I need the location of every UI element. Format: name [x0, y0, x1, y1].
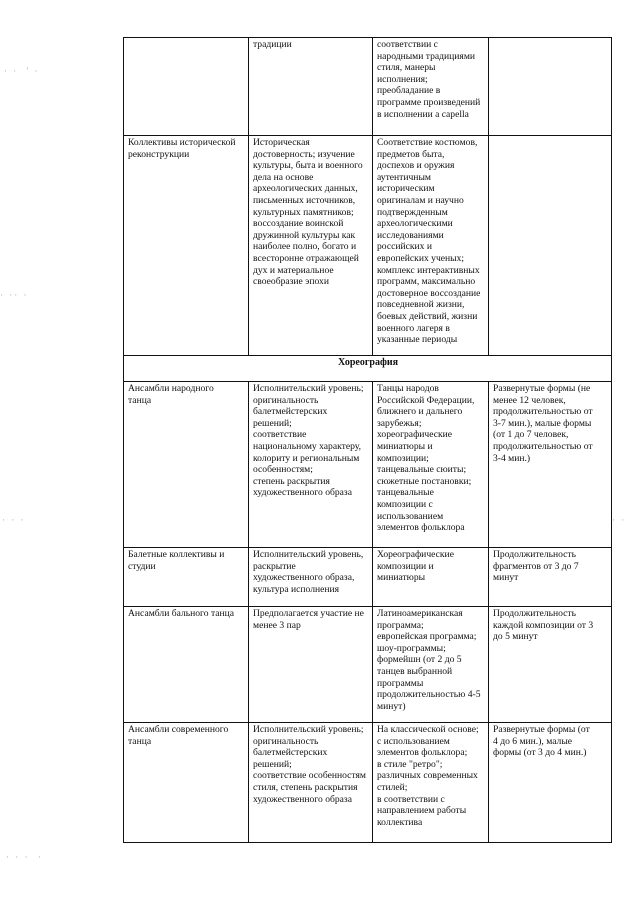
cell-text-line: решений;	[253, 758, 292, 770]
scan-noise: · · ' ·	[4, 66, 40, 76]
cell-text-line: с использованием	[377, 735, 450, 747]
cell-text-line: воссоздание воинской	[253, 218, 344, 230]
cell-text-line: композиции и	[377, 560, 434, 572]
cell-text-line: европейских ученых;	[377, 252, 465, 264]
cell-text-line: Исполнительский уровень;	[253, 724, 364, 735]
cell-text-line: минут)	[377, 700, 406, 712]
criteria-table	[123, 37, 612, 843]
cell-text-line: до 5 минут	[493, 631, 538, 643]
cell-text-line: использованием	[377, 510, 444, 522]
cell-text-line: минут	[493, 572, 519, 584]
table-row	[124, 136, 612, 356]
cell-text-line: преобладание в	[377, 85, 441, 97]
cell-text-line: танца	[128, 394, 152, 406]
cell-text-line: Исполнительский уровень,	[253, 549, 364, 560]
cell-text-line: реконструкции	[128, 148, 190, 160]
cell-text-line: Ансамбли бального танца	[128, 608, 235, 619]
cell-text-line: письменных источников,	[253, 194, 356, 206]
cell-text-line: композиции;	[377, 452, 429, 464]
cell-text-line: Развернутые формы (не	[493, 383, 591, 394]
repertoire-cell	[373, 607, 489, 723]
cell-text-line: колориту и региональным	[253, 452, 360, 464]
section-header-row	[124, 356, 612, 382]
cell-text-line: различных современных	[377, 770, 478, 782]
cell-text-line: Танцы народов	[377, 383, 439, 394]
cell-text-line: Ансамбли народного	[128, 383, 214, 394]
cell-text-line: историческим	[377, 183, 435, 195]
category-cell	[124, 548, 249, 607]
cell-text-line: особенностям;	[253, 464, 313, 476]
cell-text-line: Ансамбли современного	[128, 724, 229, 735]
cell-text-line: достоверность; изучение	[253, 148, 355, 160]
cell-text-line: национальному характеру,	[253, 440, 361, 452]
cell-text-line: Продолжительность	[493, 549, 576, 560]
cell-text-line: культурных памятников;	[253, 206, 354, 218]
cell-text-line: Продолжительность	[493, 608, 576, 619]
cell-text-line: достоверное воссоздание	[377, 287, 481, 299]
cell-text-line: 3-7 мин.), малые формы	[493, 417, 592, 429]
cell-text-line: российских и	[377, 241, 433, 253]
cell-text-line: соответствие особенностям	[253, 770, 366, 782]
cell-text-line: исполнения;	[377, 73, 428, 85]
cell-text-line: танцев выбранной	[377, 665, 453, 677]
repertoire-cell	[373, 38, 489, 136]
cell-text-line: Коллективы исторической	[128, 137, 236, 148]
cell-text-line: степень раскрытия	[253, 475, 330, 487]
cell-text-line: танца	[128, 735, 152, 747]
scan-noise: · · · ·	[6, 852, 43, 862]
cell-text-line: европейская программа;	[377, 631, 477, 643]
cell-text-line: направлением работы	[377, 805, 467, 817]
cell-text-line: всесторонне отражающей	[253, 252, 359, 264]
table-row	[124, 548, 612, 607]
criteria-cell	[249, 38, 373, 136]
cell-text-line: повседневной жизни,	[377, 299, 465, 311]
cell-text-line: оригинальность	[253, 735, 319, 747]
cell-text-line: композиции с	[377, 498, 433, 510]
category-cell	[124, 38, 249, 136]
criteria-cell	[249, 548, 373, 607]
cell-text-line: программа;	[377, 619, 424, 631]
cell-text-line: в соответствии с	[377, 793, 445, 805]
cell-text-line: программе произведений	[377, 96, 481, 108]
cell-text-line: элементов фольклора	[377, 522, 465, 534]
format-cell	[489, 136, 612, 356]
cell-text-line: решений;	[253, 417, 292, 429]
cell-text-line: танцевальные	[377, 487, 434, 499]
cell-text-line: комплекс интерактивных	[377, 264, 480, 276]
cell-text-line: каждой композиции от 3	[493, 619, 594, 631]
cell-text-line: продолжительностью 4-5	[377, 689, 481, 701]
cell-text-line: доспехов и оружия	[377, 160, 455, 172]
scan-noise: · ·· ·	[0, 290, 29, 300]
format-cell	[489, 38, 612, 136]
cell-text-line: дух и материальное	[253, 264, 334, 276]
cell-text-line: стилей;	[377, 781, 408, 793]
cell-text-line: оригинальность	[253, 394, 319, 406]
cell-text-line: стиля, манеры	[377, 62, 436, 74]
cell-text-line: формы (от 3 до 4 мин.)	[493, 747, 587, 759]
cell-text-line: художественного образа	[253, 793, 352, 805]
cell-text-line: шоу-программы;	[377, 642, 446, 654]
cell-text-line: (от 1 до 7 человек,	[493, 429, 569, 441]
cell-text-line: аутентичным	[377, 171, 431, 183]
cell-text-line: в стиле "ретро";	[377, 758, 443, 770]
repertoire-cell	[373, 723, 489, 843]
format-cell	[489, 382, 612, 548]
cell-text-line: элементов фольклора;	[377, 747, 468, 759]
cell-text-line: фрагментов от 3 до 7	[493, 560, 579, 572]
cell-text-line: балетмейстерских	[253, 406, 328, 418]
cell-text-line: культуры, быта и военного	[253, 160, 363, 172]
cell-text-line: хореографические	[377, 429, 453, 441]
cell-text-line: танцевальные сюиты;	[377, 464, 467, 476]
repertoire-cell	[373, 136, 489, 356]
cell-text-line: наиболее полно, богато и	[253, 241, 357, 253]
format-cell	[489, 607, 612, 723]
cell-text-line: зарубежья;	[377, 417, 422, 429]
cell-text-line: исследованиями	[377, 229, 444, 241]
table-row	[124, 607, 612, 723]
category-cell	[124, 136, 249, 356]
cell-text-line: археологическими	[377, 218, 453, 230]
cell-text-line: художественного образа,	[253, 572, 355, 584]
cell-text-line: своеобразие эпохи	[253, 276, 329, 288]
cell-text-line: балетмейстерских	[253, 747, 328, 759]
section-title: Хореография	[124, 356, 612, 382]
cell-text-line: Исполнительский уровень;	[253, 383, 364, 394]
cell-text-line: указанные периоды	[377, 334, 458, 346]
category-cell	[124, 382, 249, 548]
cell-text-line: дела на основе	[253, 171, 314, 183]
criteria-cell	[249, 136, 373, 356]
category-cell	[124, 723, 249, 843]
cell-text-line: Предполагается участие не	[253, 608, 364, 619]
cell-text-line: Российской Федерации,	[377, 394, 475, 406]
cell-text-line: миниатюры	[377, 572, 426, 584]
table-row	[124, 382, 612, 548]
cell-text-line: формейшн (от 2 до 5	[377, 654, 462, 666]
category-cell	[124, 607, 249, 723]
repertoire-cell	[373, 548, 489, 607]
cell-text-line: На классической основе;	[377, 724, 479, 735]
cell-text-line: ближнего и дальнего	[377, 406, 463, 418]
format-cell	[489, 548, 612, 607]
cell-text-line: предметов быта,	[377, 148, 445, 160]
cell-text-line: стиля, степень раскрытия	[253, 781, 358, 793]
cell-text-line: Развернутые формы (от	[493, 724, 590, 735]
cell-text-line: боевых действий, жизни	[377, 310, 478, 322]
cell-text-line: Латиноамериканская	[377, 608, 463, 619]
cell-text-line: Историческая	[253, 137, 310, 148]
document-page	[123, 37, 611, 843]
cell-text-line: археологических данных,	[253, 183, 358, 195]
cell-text-line: сюжетные постановки;	[377, 475, 472, 487]
cell-text-line: соответствие	[253, 429, 307, 441]
criteria-cell	[249, 382, 373, 548]
scan-noise: · ·	[612, 515, 627, 525]
cell-text-line: 4 до 6 мин.), малые	[493, 735, 573, 747]
criteria-cell	[249, 607, 373, 723]
cell-text-line: Соответствие костюмов,	[377, 137, 478, 148]
cell-text-line: продолжительностью от	[493, 440, 593, 452]
cell-text-line: программы	[377, 677, 424, 689]
cell-text-line: менее 3 пар	[253, 619, 301, 631]
table-row	[124, 723, 612, 843]
cell-text-line: продолжительностью от	[493, 406, 593, 418]
scan-noise: · · ·	[2, 515, 26, 525]
cell-text-line: Хореографические	[377, 549, 454, 560]
cell-text-line: программ, максимально	[377, 276, 476, 288]
cell-text-line: 3-4 мин.)	[493, 452, 531, 464]
format-cell	[489, 723, 612, 843]
cell-text-line: соответствии с	[377, 39, 438, 50]
cell-text-line: коллектива	[377, 816, 423, 828]
cell-text-line: подтвержденным	[377, 206, 448, 218]
cell-text-line: раскрытие	[253, 560, 296, 572]
cell-text-line: культура исполнения	[253, 583, 340, 595]
criteria-cell	[249, 723, 373, 843]
cell-text-line: миниатюры и	[377, 440, 433, 452]
cell-text-line: Балетные коллективы и	[128, 549, 225, 560]
cell-text-line: военного лагеря в	[377, 322, 450, 334]
cell-text-line: художественного образа	[253, 487, 352, 499]
table-row	[124, 38, 612, 136]
cell-text-line: студии	[128, 560, 156, 572]
cell-text-line: в исполнении a capella	[377, 108, 469, 120]
cell-text-line: дружинной культуры как	[253, 229, 356, 241]
cell-text-line: традиции	[253, 39, 292, 50]
repertoire-cell	[373, 382, 489, 548]
cell-text-line: народными традициями	[377, 50, 476, 62]
cell-text-line: менее 12 человек,	[493, 394, 566, 406]
cell-text-line: оригиналам и научно	[377, 194, 464, 206]
